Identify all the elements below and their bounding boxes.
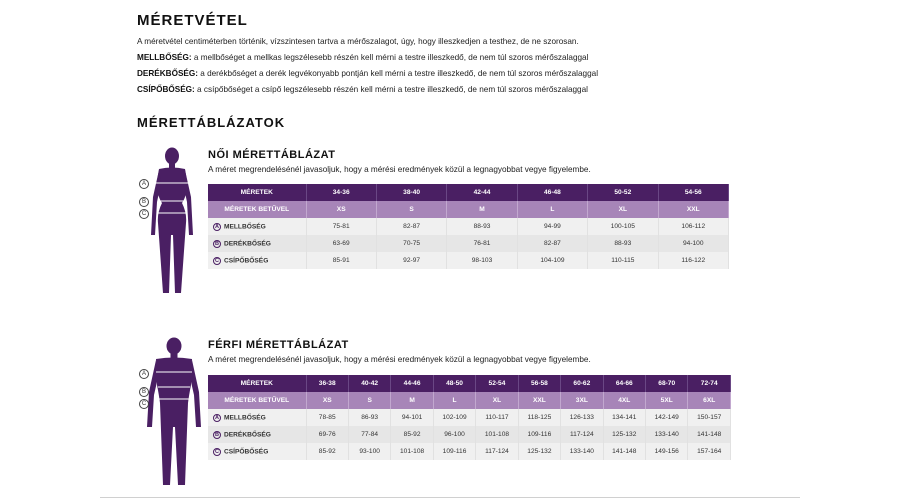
women-header-row xyxy=(208,184,729,201)
value-cell: 82-87 xyxy=(376,218,446,235)
value-cell: 86-93 xyxy=(348,409,390,426)
header-label: MÉRETEK xyxy=(208,184,306,201)
value-cell: 109-116 xyxy=(518,426,560,443)
value-cell: 141-148 xyxy=(688,426,731,443)
male-figure-icon xyxy=(143,337,205,487)
row-label: A MELLBŐSÉG xyxy=(208,409,306,426)
men-size-table xyxy=(208,375,731,460)
value-cell: 63-69 xyxy=(306,235,376,252)
letter-cell: 6XL xyxy=(688,392,731,409)
value-cell: 110-117 xyxy=(476,409,518,426)
value-cell: 94-99 xyxy=(517,218,587,235)
women-size-table xyxy=(208,184,729,269)
value-cell: 75-81 xyxy=(306,218,376,235)
size-cell: 40-42 xyxy=(348,375,390,392)
value-cell: 117-124 xyxy=(561,426,603,443)
marker-b-icon: B xyxy=(139,197,149,207)
letter-cell: XXL xyxy=(658,201,728,218)
value-cell: 133-140 xyxy=(646,426,688,443)
row-label: B DERÉKBŐSÉG xyxy=(208,426,306,443)
marker-c-icon: C xyxy=(213,257,221,265)
value-cell: 76-81 xyxy=(447,235,517,252)
value-cell: 100-105 xyxy=(588,218,658,235)
value-cell: 116-122 xyxy=(658,252,728,269)
header-label: MÉRETEK xyxy=(208,375,306,392)
marker-a-icon: A xyxy=(213,223,221,231)
size-cell: 64-66 xyxy=(603,375,645,392)
marker-a-icon: A xyxy=(139,369,149,379)
female-figure-icon xyxy=(145,147,200,295)
men-chart-title: FÉRFI MÉRETTÁBLÁZAT xyxy=(208,339,349,351)
men-letter-row xyxy=(208,392,731,409)
value-cell: 125-132 xyxy=(518,443,560,460)
value-cell: 110-115 xyxy=(588,252,658,269)
letter-cell: XXL xyxy=(518,392,560,409)
bottom-divider xyxy=(100,497,800,498)
size-cell: 34-36 xyxy=(306,184,376,201)
letter-cell: M xyxy=(391,392,433,409)
value-cell: 78-85 xyxy=(306,409,348,426)
marker-a-icon: A xyxy=(139,179,149,189)
row-label: B DERÉKBŐSÉG xyxy=(208,235,306,252)
size-charts-title: MÉRETTÁBLÁZATOK xyxy=(137,115,286,130)
value-cell: 70-75 xyxy=(376,235,446,252)
value-cell: 142-149 xyxy=(646,409,688,426)
value-cell: 94-101 xyxy=(391,409,433,426)
letter-cell: 4XL xyxy=(603,392,645,409)
value-cell: 92-97 xyxy=(376,252,446,269)
letter-cell: L xyxy=(433,392,475,409)
value-cell: 88-93 xyxy=(447,218,517,235)
row-label: C CSÍPŐBŐSÉG xyxy=(208,252,306,269)
value-cell: 109-116 xyxy=(433,443,475,460)
letter-label: MÉRETEK BETŰVEL xyxy=(208,201,306,218)
size-cell: 56-58 xyxy=(518,375,560,392)
size-cell: 50-52 xyxy=(588,184,658,201)
value-cell: 125-132 xyxy=(603,426,645,443)
size-cell: 54-56 xyxy=(658,184,728,201)
letter-cell: XS xyxy=(306,392,348,409)
value-cell: 94-100 xyxy=(658,235,728,252)
value-cell: 133-140 xyxy=(561,443,603,460)
size-cell: 48-50 xyxy=(433,375,475,392)
letter-cell: XL xyxy=(476,392,518,409)
letter-label: MÉRETEK BETŰVEL xyxy=(208,392,306,409)
letter-cell: S xyxy=(348,392,390,409)
value-cell: 104-109 xyxy=(517,252,587,269)
men-hip-row xyxy=(208,443,731,460)
size-cell: 42-44 xyxy=(447,184,517,201)
letter-cell: L xyxy=(517,201,587,218)
waist-instruction: DERÉKBŐSÉG: a derékbőséget a derék legvékonyabb pontján kell mérni a testre illeszkedő, de nem túl szoros mérőszalaggal xyxy=(137,69,599,78)
value-cell: 149-156 xyxy=(646,443,688,460)
value-cell: 85-91 xyxy=(306,252,376,269)
men-chest-row xyxy=(208,409,731,426)
value-cell: 117-124 xyxy=(476,443,518,460)
men-header-row xyxy=(208,375,731,392)
letter-cell: XL xyxy=(588,201,658,218)
women-chart-title: NŐI MÉRETTÁBLÁZAT xyxy=(208,149,336,161)
chest-instruction: MELLBŐSÉG: a mellbőséget a mellkas legszélesebb részén kell mérni a testre illeszkedő, de nem túl szoros mérőszalaggal xyxy=(137,53,589,62)
women-waist-row xyxy=(208,235,729,252)
size-cell: 68-70 xyxy=(646,375,688,392)
women-chest-row xyxy=(208,218,729,235)
value-cell: 96-100 xyxy=(433,426,475,443)
value-cell: 98-103 xyxy=(447,252,517,269)
letter-cell: M xyxy=(447,201,517,218)
marker-b-icon: B xyxy=(139,387,149,397)
value-cell: 69-76 xyxy=(306,426,348,443)
letter-cell: 5XL xyxy=(646,392,688,409)
value-cell: 126-133 xyxy=(561,409,603,426)
letter-cell: 3XL xyxy=(561,392,603,409)
size-cell: 46-48 xyxy=(517,184,587,201)
women-hip-row xyxy=(208,252,729,269)
men-waist-row xyxy=(208,426,731,443)
value-cell: 77-84 xyxy=(348,426,390,443)
women-chart-subtitle: A méret megrendelésénél javasoljuk, hogy a mérési eredmények közül a legnagyobbat vegye figyelembe. xyxy=(208,165,591,174)
size-cell: 52-54 xyxy=(476,375,518,392)
row-label: C CSÍPŐBŐSÉG xyxy=(208,443,306,460)
row-label: A MELLBŐSÉG xyxy=(208,218,306,235)
marker-b-icon: B xyxy=(213,240,221,248)
marker-c-icon: C xyxy=(139,399,149,409)
value-cell: 101-108 xyxy=(391,443,433,460)
size-cell: 38-40 xyxy=(376,184,446,201)
value-cell: 93-100 xyxy=(348,443,390,460)
value-cell: 88-93 xyxy=(588,235,658,252)
letter-cell: XS xyxy=(306,201,376,218)
size-cell: 44-46 xyxy=(391,375,433,392)
marker-a-icon: A xyxy=(213,414,221,422)
measurement-intro: A méretvétel centiméterben történik, vízszintesen tartva a mérőszalagot, úgy, hogy illeszkedjen a testhez, de ne szorosan. xyxy=(137,37,579,46)
marker-c-icon: C xyxy=(139,209,149,219)
marker-b-icon: B xyxy=(213,431,221,439)
value-cell: 85-92 xyxy=(391,426,433,443)
value-cell: 141-148 xyxy=(603,443,645,460)
men-chart-subtitle: A méret megrendelésénél javasoljuk, hogy a mérési eredmények közül a legnagyobbat vegye figyelembe. xyxy=(208,355,591,364)
value-cell: 157-164 xyxy=(688,443,731,460)
size-cell: 60-62 xyxy=(561,375,603,392)
value-cell: 101-108 xyxy=(476,426,518,443)
measurement-title: MÉRETVÉTEL xyxy=(137,12,248,29)
value-cell: 118-125 xyxy=(518,409,560,426)
marker-c-icon: C xyxy=(213,448,221,456)
hip-instruction: CSÍPŐBŐSÉG: a csípőbőséget a csípő legszélesebb részén kell mérni a testre illeszkedő, de nem túl szoros mérőszalaggal xyxy=(137,85,588,94)
size-cell: 72-74 xyxy=(688,375,731,392)
value-cell: 150-157 xyxy=(688,409,731,426)
value-cell: 82-87 xyxy=(517,235,587,252)
value-cell: 134-141 xyxy=(603,409,645,426)
women-letter-row xyxy=(208,201,729,218)
value-cell: 85-92 xyxy=(306,443,348,460)
size-cell: 36-38 xyxy=(306,375,348,392)
value-cell: 106-112 xyxy=(658,218,728,235)
letter-cell: S xyxy=(376,201,446,218)
value-cell: 102-109 xyxy=(433,409,475,426)
